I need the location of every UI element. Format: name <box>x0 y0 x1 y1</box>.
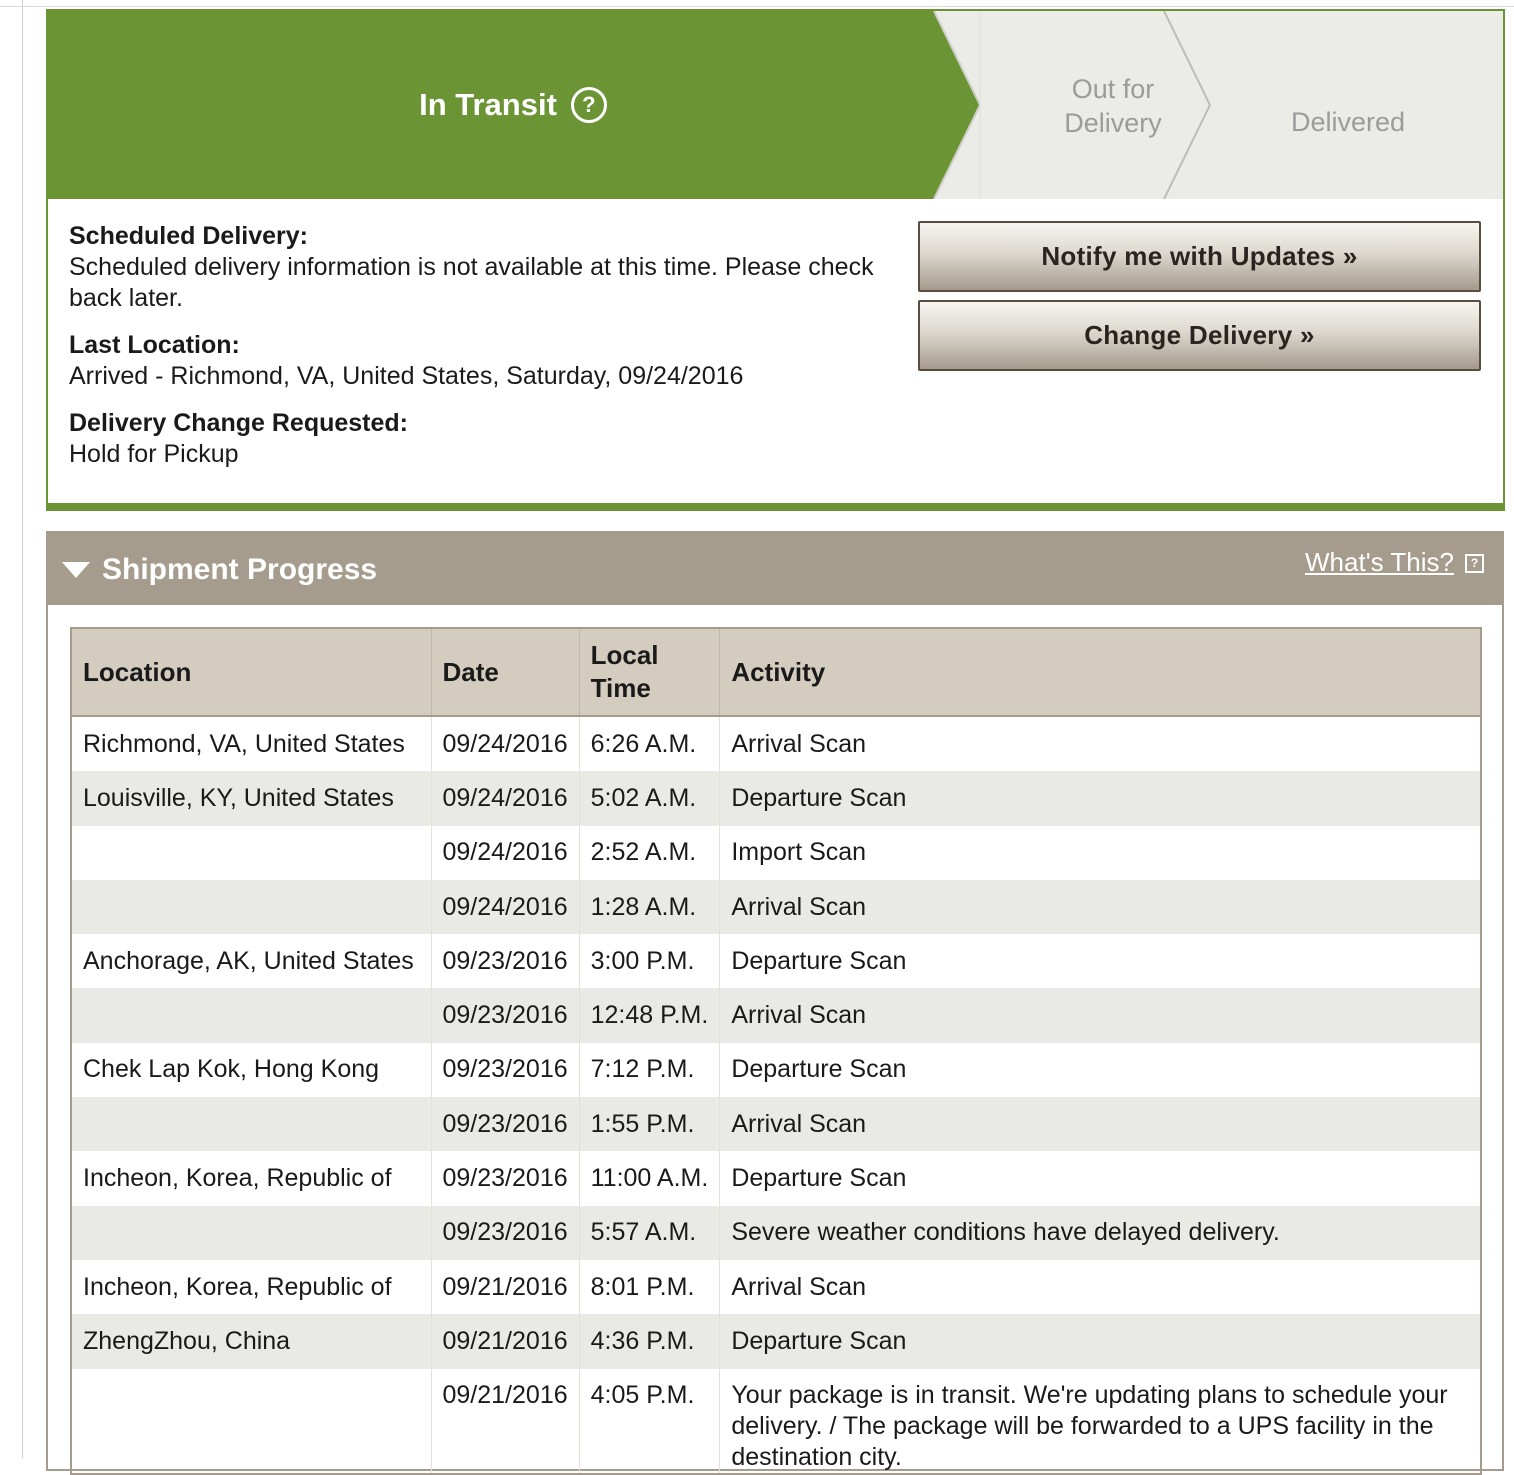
cell-date: 09/24/2016 <box>431 880 579 934</box>
cell-activity: Departure Scan <box>720 1314 1481 1368</box>
notify-updates-button[interactable]: Notify me with Updates » <box>918 221 1481 292</box>
delivery-change-label: Delivery Change Requested: <box>69 409 408 437</box>
tracking-status-card <box>46 9 1505 511</box>
table-header-row <box>71 628 1481 716</box>
column-date: Date <box>431 628 579 716</box>
table-row <box>71 1314 1481 1368</box>
cell-activity: Arrival Scan <box>720 716 1481 771</box>
cell-activity: Departure Scan <box>720 1151 1481 1205</box>
cell-date: 09/21/2016 <box>431 1314 579 1368</box>
cell-time: 1:28 A.M. <box>579 880 720 934</box>
collapse-triangle-icon[interactable] <box>62 562 90 578</box>
cell-date: 09/21/2016 <box>431 1260 579 1314</box>
cell-activity: Arrival Scan <box>720 988 1481 1042</box>
cell-activity: Arrival Scan <box>720 880 1481 934</box>
cell-activity: Your package is in transit. We're updating plans to schedule your delivery. / The package will be forwarded to a UPS facility in the destination city. <box>720 1369 1481 1474</box>
help-circle-icon[interactable]: ? <box>571 87 607 123</box>
scheduled-delivery-value: Scheduled delivery information is not available at this time. Please check back later. <box>69 253 874 312</box>
cell-activity: Departure Scan <box>720 1043 1481 1097</box>
delivery-info <box>69 221 909 486</box>
cell-activity: Arrival Scan <box>720 1097 1481 1151</box>
progress-tracker <box>48 11 1503 199</box>
cell-time: 1:55 P.M. <box>579 1097 720 1151</box>
cell-location <box>71 988 431 1042</box>
page-top-rule <box>0 6 1514 7</box>
cell-time: 12:48 P.M. <box>579 988 720 1042</box>
cell-location: Louisville, KY, United States <box>71 771 431 825</box>
cell-location: Incheon, Korea, Republic of <box>71 1260 431 1314</box>
table-row <box>71 716 1481 771</box>
cell-time: 6:26 A.M. <box>579 716 720 771</box>
column-local-time <box>579 628 720 716</box>
step-delivered <box>1228 11 1468 199</box>
table-row <box>71 988 1481 1042</box>
delivery-change-value: Hold for Pickup <box>69 440 239 468</box>
cell-time: 11:00 A.M. <box>579 1151 720 1205</box>
cell-activity: Departure Scan <box>720 934 1481 988</box>
cell-date: 09/23/2016 <box>431 1043 579 1097</box>
cell-date: 09/23/2016 <box>431 1206 579 1260</box>
table-row <box>71 934 1481 988</box>
popup-help-icon[interactable]: ? <box>1465 554 1484 573</box>
column-local-time-line2: Time <box>590 673 651 703</box>
cell-time: 5:57 A.M. <box>579 1206 720 1260</box>
column-location: Location <box>71 628 431 716</box>
table-row <box>71 1206 1481 1260</box>
column-local-time-line1: Local <box>590 640 659 670</box>
cell-date: 09/23/2016 <box>431 934 579 988</box>
activity-rows <box>71 716 1481 1474</box>
cell-date: 09/23/2016 <box>431 1151 579 1205</box>
cell-location: Anchorage, AK, United States <box>71 934 431 988</box>
table-row <box>71 880 1481 934</box>
cell-location: Chek Lap Kok, Hong Kong <box>71 1043 431 1097</box>
page-left-rule <box>22 0 23 1458</box>
table-row <box>71 1151 1481 1205</box>
cell-date: 09/24/2016 <box>431 771 579 825</box>
cell-time: 3:00 P.M. <box>579 934 720 988</box>
column-activity: Activity <box>720 628 1481 716</box>
cell-time: 4:05 P.M. <box>579 1369 720 1474</box>
cell-activity: Severe weather conditions have delayed delivery. <box>720 1206 1481 1260</box>
cell-location <box>71 880 431 934</box>
shipment-progress-header[interactable] <box>48 533 1502 605</box>
whats-this-link[interactable]: What's This? <box>1305 547 1454 577</box>
step-out-for-delivery-line2: Delivery <box>1064 108 1162 138</box>
change-delivery-button[interactable]: Change Delivery » <box>918 300 1481 371</box>
table-row <box>71 1043 1481 1097</box>
table-row <box>71 1260 1481 1314</box>
shipment-progress-panel <box>46 531 1504 1471</box>
cell-location <box>71 1206 431 1260</box>
cell-time: 5:02 A.M. <box>579 771 720 825</box>
cell-location: ZhengZhou, China <box>71 1314 431 1368</box>
cell-time: 2:52 A.M. <box>579 826 720 880</box>
cell-date: 09/24/2016 <box>431 826 579 880</box>
cell-activity: Arrival Scan <box>720 1260 1481 1314</box>
scheduled-delivery-label: Scheduled Delivery: <box>69 222 308 250</box>
cell-date: 09/21/2016 <box>431 1369 579 1474</box>
table-row <box>71 771 1481 825</box>
cell-location: Richmond, VA, United States <box>71 716 431 771</box>
delivery-change-block <box>69 408 909 470</box>
step-out-for-delivery <box>1018 11 1208 199</box>
cell-date: 09/23/2016 <box>431 988 579 1042</box>
step-in-transit <box>48 11 978 199</box>
cell-activity: Import Scan <box>720 826 1481 880</box>
last-location-label: Last Location: <box>69 331 240 359</box>
cell-time: 7:12 P.M. <box>579 1043 720 1097</box>
cell-date: 09/24/2016 <box>431 716 579 771</box>
cell-time: 8:01 P.M. <box>579 1260 720 1314</box>
last-location-block <box>69 330 909 392</box>
cell-date: 09/23/2016 <box>431 1097 579 1151</box>
shipment-activity-table <box>70 627 1482 1475</box>
cell-activity: Departure Scan <box>720 771 1481 825</box>
step-in-transit-label: In Transit <box>419 87 557 122</box>
cell-location <box>71 826 431 880</box>
step-out-for-delivery-line1: Out for <box>1071 74 1155 104</box>
cell-location: Incheon, Korea, Republic of <box>71 1151 431 1205</box>
cell-location <box>71 1097 431 1151</box>
shipment-progress-title: Shipment Progress <box>102 553 378 586</box>
table-row <box>71 826 1481 880</box>
step-delivered-label: Delivered <box>1290 106 1406 137</box>
table-row <box>71 1097 1481 1151</box>
last-location-value: Arrived - Richmond, VA, United States, Saturday, 09/24/2016 <box>69 362 744 390</box>
cell-time: 4:36 P.M. <box>579 1314 720 1368</box>
scheduled-delivery-block <box>69 221 909 314</box>
